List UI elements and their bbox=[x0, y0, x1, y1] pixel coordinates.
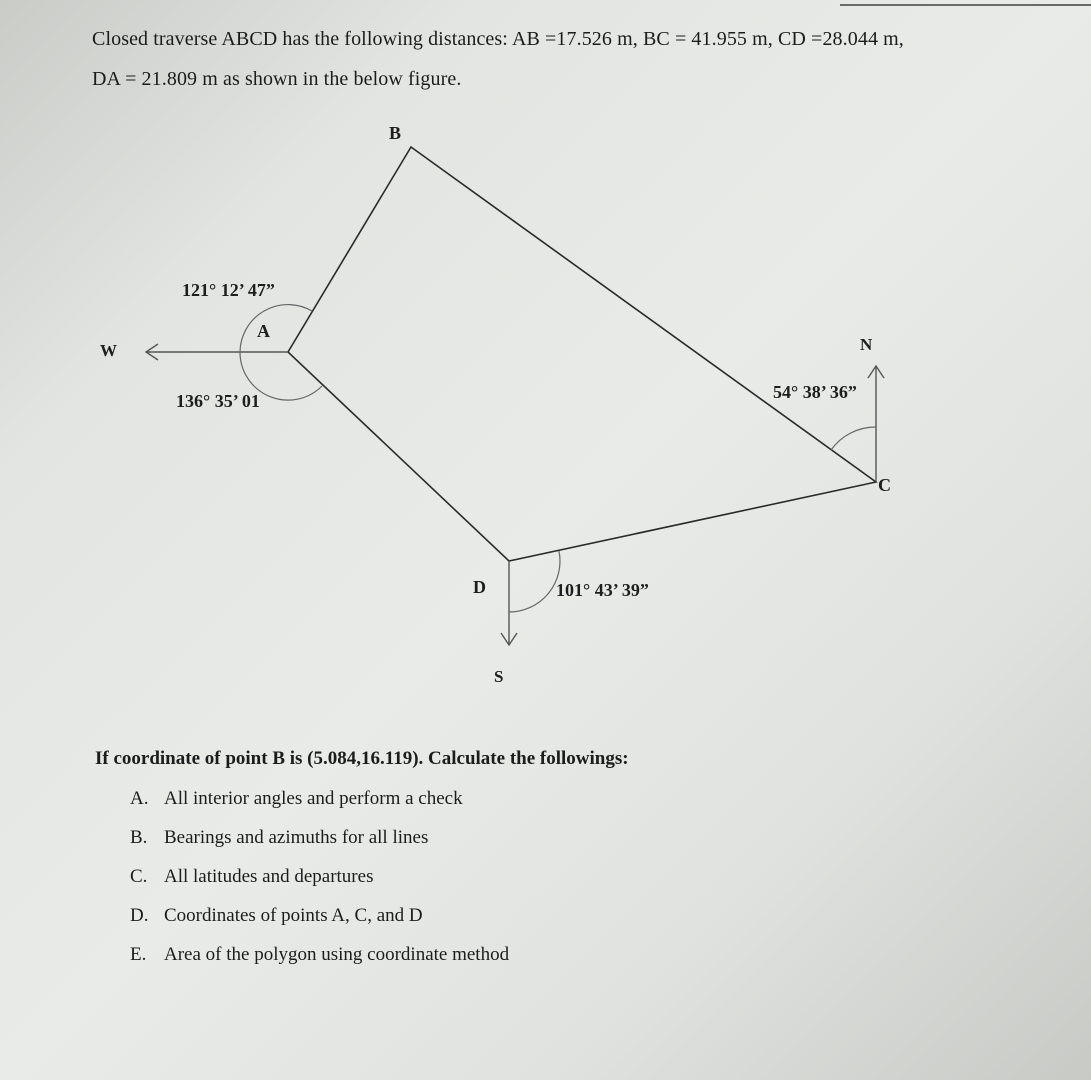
task-text: Area of the polygon using coordinate method bbox=[164, 944, 510, 965]
task-text: Bearings and azimuths for all lines bbox=[164, 827, 429, 848]
angle-arc-a-upper bbox=[240, 305, 312, 352]
angle-label-d: 101° 43’ 39” bbox=[556, 580, 649, 600]
task-item bbox=[130, 788, 509, 827]
direction-label-west: W bbox=[100, 341, 117, 360]
point-label-c: C bbox=[878, 475, 891, 495]
task-key: A. bbox=[130, 788, 149, 809]
problem-intro-line-2: DA = 21.809 m as shown in the below figure. bbox=[92, 68, 462, 90]
task-item bbox=[130, 905, 509, 944]
point-label-b: B bbox=[389, 123, 402, 143]
angle-arc-c bbox=[831, 427, 876, 450]
question-text: If coordinate of point B is (5.084,16.119). Calculate the followings: bbox=[95, 748, 629, 769]
traverse-polygon bbox=[288, 147, 876, 561]
angle-label-a-upper: 121° 12’ 47” bbox=[182, 280, 275, 300]
task-key: D. bbox=[130, 905, 149, 926]
problem-intro-line-1: Closed traverse ABCD has the following distances: AB =17.526 m, BC = 41.955 m, CD =28.044 m, bbox=[92, 28, 904, 50]
task-key: C. bbox=[130, 866, 148, 887]
direction-label-north: N bbox=[860, 335, 873, 354]
task-text: All latitudes and departures bbox=[164, 866, 374, 887]
point-label-a: A bbox=[257, 321, 270, 341]
direction-label-south: S bbox=[494, 667, 504, 686]
angle-label-c: 54° 38’ 36” bbox=[773, 382, 857, 402]
point-label-d: D bbox=[473, 577, 486, 597]
task-key: E. bbox=[130, 944, 147, 965]
task-item bbox=[130, 827, 509, 866]
task-text: Coordinates of points A, C, and D bbox=[164, 905, 423, 926]
task-key: B. bbox=[130, 827, 148, 848]
task-item bbox=[130, 944, 509, 983]
task-list bbox=[130, 788, 509, 983]
task-text: All interior angles and perform a check bbox=[164, 788, 463, 809]
task-item bbox=[130, 866, 509, 905]
angle-label-a-lower: 136° 35’ 01 bbox=[176, 391, 260, 411]
